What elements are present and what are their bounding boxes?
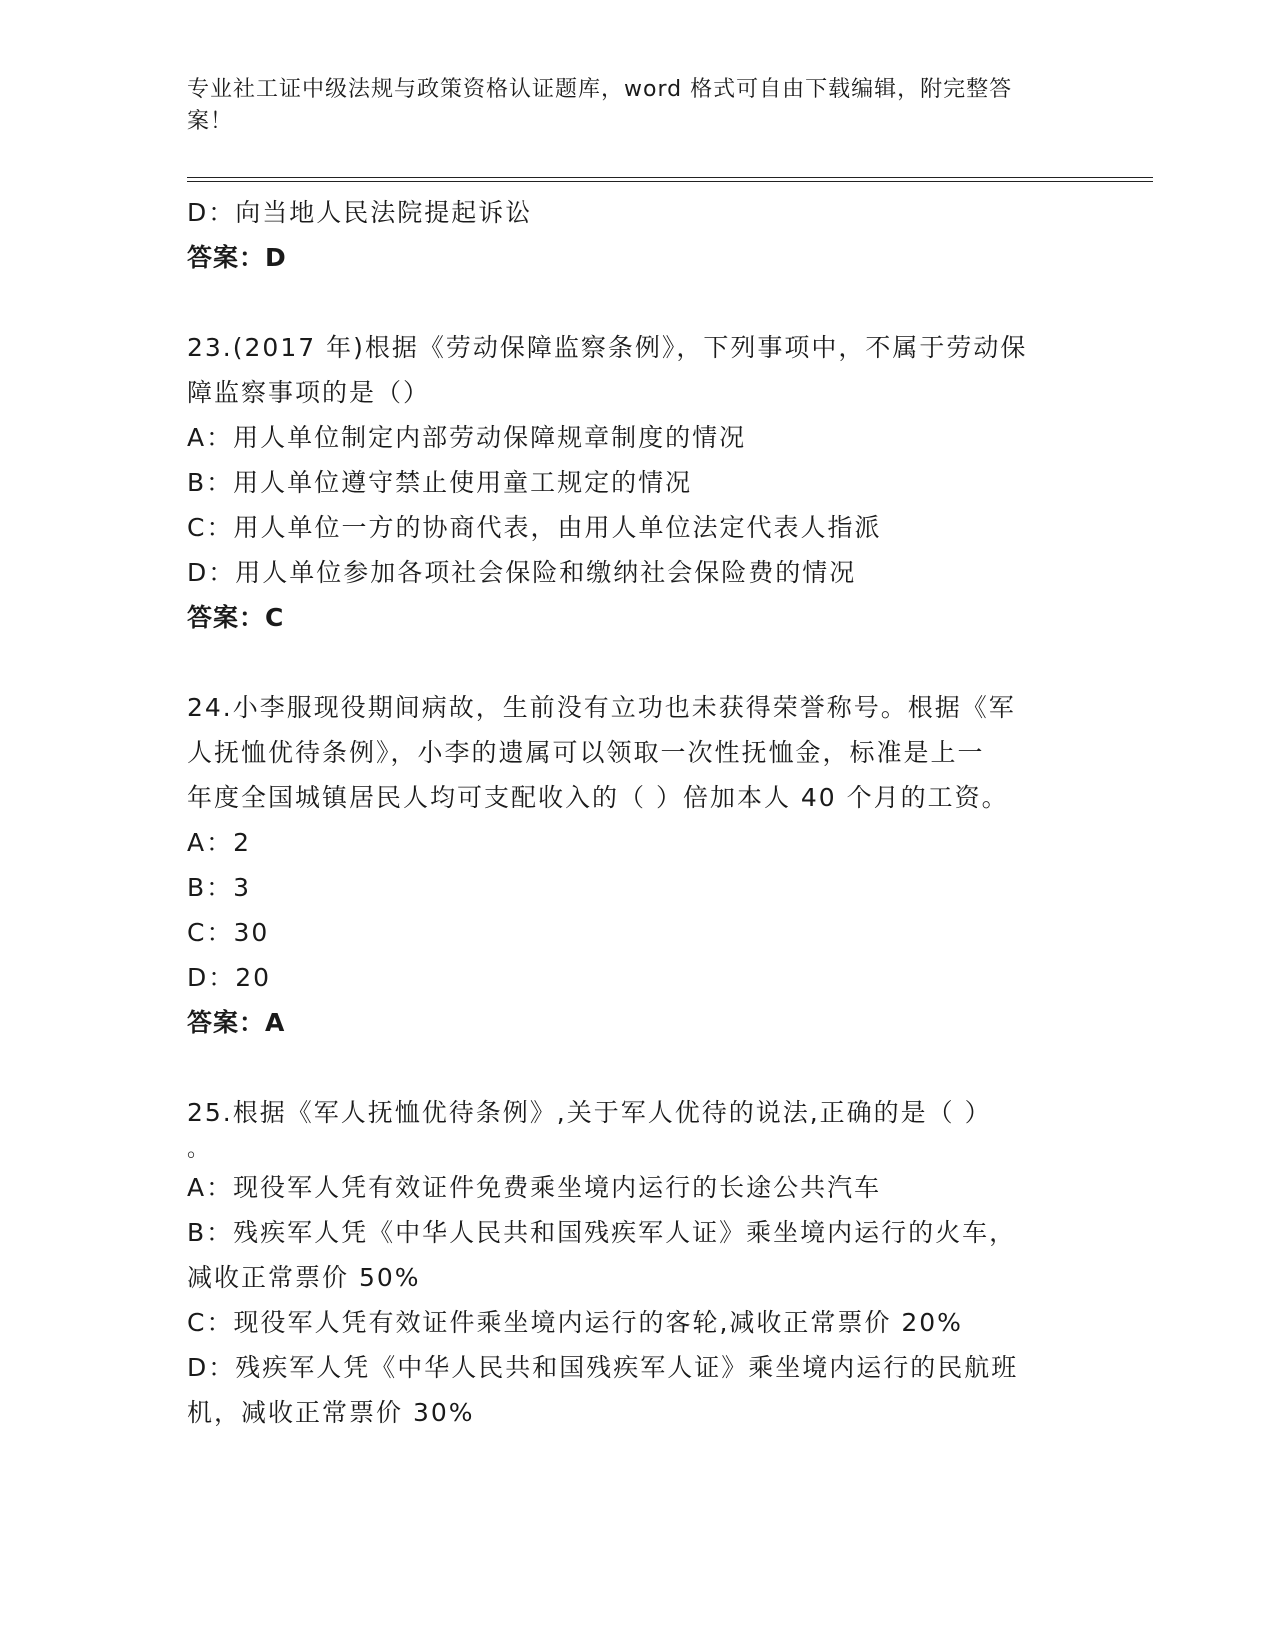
option-b: 减收正常票价 50% (187, 1263, 421, 1292)
option-d: D：用人单位参加各项社会保险和缴纳社会保险费的情况 (187, 558, 857, 587)
option-a: A：现役军人凭有效证件免费乘坐境内运行的长途公共汽车 (187, 1173, 882, 1202)
option-c: C：用人单位一方的协商代表，由用人单位法定代表人指派 (187, 513, 882, 542)
question-stem: 年度全国城镇居民人均可支配收入的（ ）倍加本人 40 个月的工资。 (187, 783, 1009, 812)
option-d: D：20 (187, 963, 272, 992)
option-c: C：现役军人凭有效证件乘坐境内运行的客轮,减收正常票价 20% (187, 1308, 963, 1337)
option-a: A：用人单位制定内部劳动保障规章制度的情况 (187, 423, 747, 452)
spacer (187, 1045, 1087, 1090)
question-stem: 24.小李服现役期间病故，生前没有立功也未获得荣誉称号。根据《军 (187, 693, 1016, 722)
question-content (187, 190, 1087, 1435)
answer: 答案：D (187, 243, 287, 272)
option-c: C：30 (187, 918, 270, 947)
answer: 答案：C (187, 603, 285, 632)
option-d: D：向当地人民法院提起诉讼 (187, 198, 533, 227)
option-b: B：残疾军人凭《中华人民共和国残疾军人证》乘坐境内运行的火车， (187, 1218, 1017, 1247)
answer: 答案：A (187, 1008, 286, 1037)
spacer (187, 280, 1087, 325)
header-divider (187, 177, 1153, 182)
question-stem: 。 (187, 1137, 212, 1162)
option-b: B：用人单位遵守禁止使用童工规定的情况 (187, 468, 693, 497)
question-23 (187, 325, 1087, 640)
header-line-1: 专业社工证中级法规与政策资格认证题库，word 格式可自由下载编辑，附完整答 (187, 77, 1013, 102)
page-header (187, 74, 1087, 138)
question-stem: 23.(2017 年)根据《劳动保障监察条例》，下列事项中，不属于劳动保 (187, 333, 1028, 362)
option-b: B：3 (187, 873, 252, 902)
question-24 (187, 685, 1087, 1045)
question-stem: 25.根据《军人抚恤优待条例》,关于军人优待的说法,正确的是（ ） (187, 1098, 992, 1127)
previous-question (187, 190, 1087, 280)
question-25 (187, 1090, 1087, 1435)
option-a: A：2 (187, 828, 252, 857)
option-d: 机，减收正常票价 30% (187, 1398, 475, 1427)
option-d: D：残疾军人凭《中华人民共和国残疾军人证》乘坐境内运行的民航班 (187, 1353, 1019, 1382)
question-stem: 人抚恤优待条例》，小李的遗属可以领取一次性抚恤金，标准是上一 (187, 738, 985, 767)
spacer (187, 640, 1087, 685)
header-line-2: 案！ (187, 109, 234, 134)
question-stem: 障监察事项的是（） (187, 378, 431, 407)
